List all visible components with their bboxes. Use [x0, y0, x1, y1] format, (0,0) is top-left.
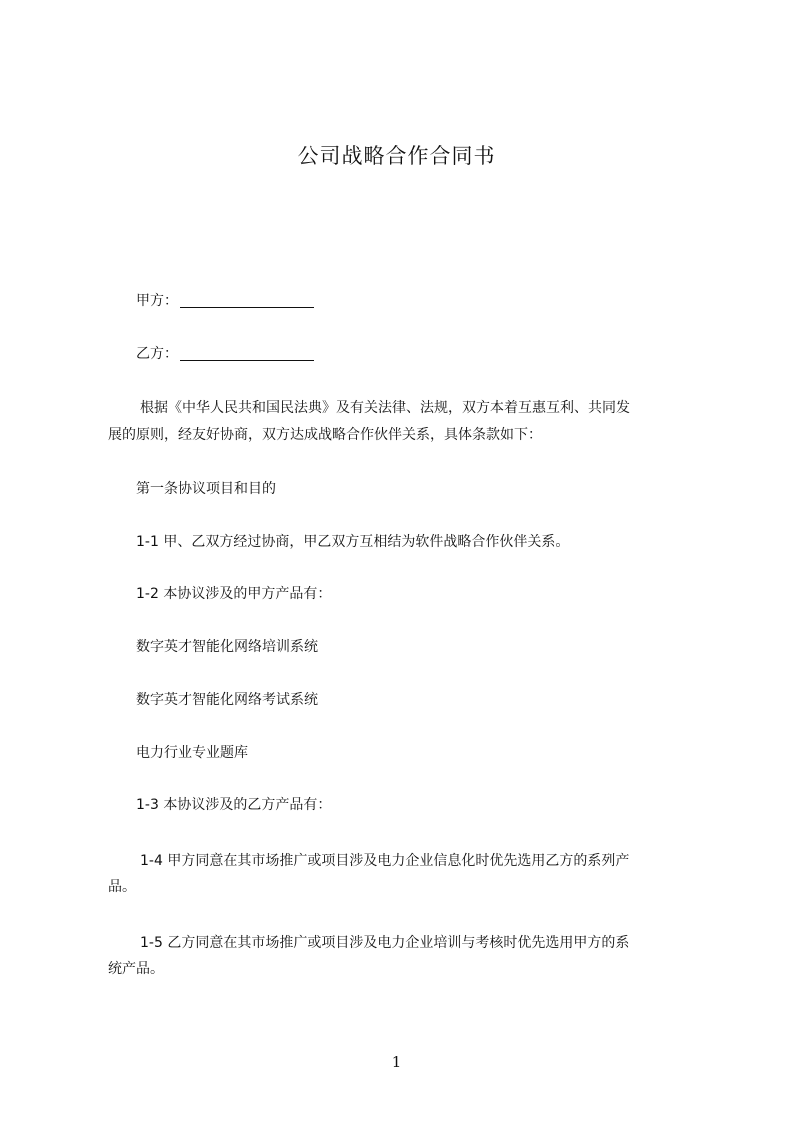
clause-1-5-line-1: 1-5 乙方同意在其市场推广或项目涉及电力企业培训与考核时优先选用甲方的系 — [140, 935, 630, 951]
party-b-label: 乙方： — [136, 346, 178, 362]
clause-1-5-line-2: 统产品。 — [108, 961, 164, 977]
intro-paragraph-line-1: 根据《中华人民共和国民法典》及有关法律、法规，双方本着互惠互利、共同发 — [140, 400, 630, 416]
party-b-field — [108, 340, 730, 368]
party-b-blank-line — [180, 344, 314, 361]
clause-1-4-line-1: 1-4 甲方同意在其市场推广或项目涉及电力企业信息化时优先选用乙方的系列产 — [140, 853, 630, 869]
intro-paragraph-line-2: 展的原则，经友好协商，双方达成战略合作伙伴关系，具体条款如下： — [108, 427, 542, 443]
page-number: 1 — [391, 1053, 402, 1071]
clause-1-4-line-2: 品。 — [108, 879, 136, 895]
product-item-1: 数字英才智能化网络培训系统 — [136, 639, 318, 655]
clause-1-2: 1-2 本协议涉及的甲方产品有： — [136, 586, 332, 602]
product-item-3: 电力行业专业题库 — [136, 745, 248, 761]
party-a-field — [108, 287, 730, 315]
party-a-label: 甲方： — [136, 293, 178, 309]
clause-1-3: 1-3 本协议涉及的乙方产品有： — [136, 797, 332, 813]
party-a-blank-line — [180, 291, 314, 308]
clause-1-1: 1-1 甲、乙双方经过协商，甲乙双方互相结为软件战略合作伙伴关系。 — [136, 534, 570, 550]
product-item-2: 数字英才智能化网络考试系统 — [136, 692, 318, 708]
article-1-heading: 第一条协议项目和目的 — [136, 481, 276, 497]
contract-title: 公司战略合作合同书 — [297, 144, 496, 168]
